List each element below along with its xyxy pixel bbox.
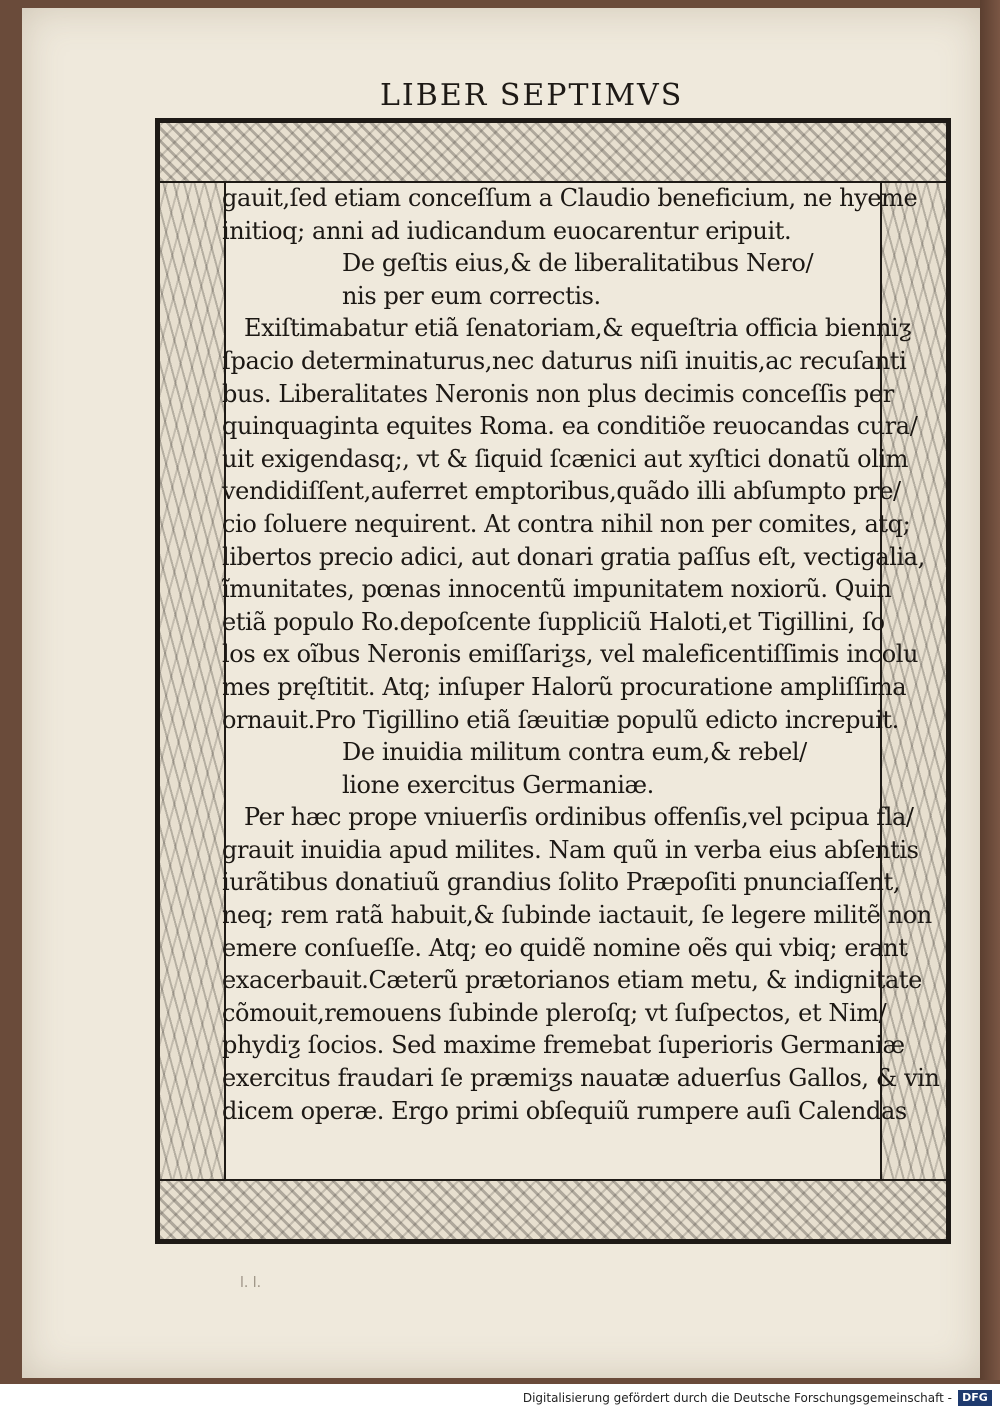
text-line: quinquaginta equites Roma. ea conditiõe reuocandas cura/ xyxy=(222,412,918,441)
footer-bar xyxy=(0,1384,1000,1412)
text-line: los ex oĩbus Neronis emiſſariƺs, vel maleficentiſſimis incolu xyxy=(222,640,919,669)
dfg-logo: DFG xyxy=(958,1390,992,1406)
book-binding-edge xyxy=(980,0,1000,1380)
text-line: grauit inuidia apud milites. Nam quũ in verba eius abſentis xyxy=(222,835,919,864)
text-line: exercitus fraudari ſe præmiƺs nauatæ aduerſus Gallos, & vin xyxy=(222,1064,940,1093)
text-line: exacerbauit.Cæterũ prætorianos etiam metu, & indignitate xyxy=(222,966,922,995)
body-text xyxy=(222,182,940,1127)
text-line: De geſtis eius,& de liberalitatibus Nero/ xyxy=(342,249,814,278)
text-line: libertos precio adici, aut donari gratia paſſus eſt, vectigalia, xyxy=(222,542,925,571)
text-line: initioq; anni ad iudicandum euocarentur eripuit. xyxy=(222,216,792,245)
text-line: bus. Liberalitates Neronis non plus decimis conceſſis per xyxy=(222,379,894,408)
margin-marks: l. l. xyxy=(240,1275,262,1291)
running-title: LIBER SEPTIMVS xyxy=(380,78,684,113)
text-line: phydiƺ ſocios. Sed maxime fremebat ſuperioris Germaniæ xyxy=(222,1031,905,1060)
footer-credit: Digitalisierung gefördert durch die Deutsche Forschungsgemeinschaft - xyxy=(522,1391,952,1405)
text-line: Exiſtimabatur etiã ſenatoriam,& equeſtria officia bienniƺ xyxy=(244,314,912,343)
text-line: Per hæc prope vniuerſis ordinibus offenſis,vel pcipua fla/ xyxy=(244,803,914,832)
text-line: ornauit.Pro Tigillino etiã ſæuitiæ populũ edicto increpuit. xyxy=(222,705,899,734)
text-line: uit exigendasq;, vt & ſiquid ſcænici aut xyſtici donatũ olim xyxy=(222,444,909,473)
text-line: lione exercitus Germaniæ. xyxy=(342,770,654,799)
ornamental-left-column xyxy=(158,183,226,1179)
text-line: iurãtibus donatiuũ grandius ſolito Præpoſiti pnunciaſſent, xyxy=(222,868,901,897)
text-line: gauit,ſed etiam conceſſum a Claudio beneficium, ne hyeme xyxy=(222,184,918,212)
ornamental-bottom-band xyxy=(158,1179,948,1241)
text-line: nis per eum correctis. xyxy=(342,281,601,310)
text-line: dicem operæ. Ergo primi obſequiũ rumpere auſi Calendas xyxy=(222,1096,907,1125)
text-line: neq; rem ratã habuit,& ſubinde iactauit, ſe legere militẽ non xyxy=(222,901,932,930)
text-line: ĩmunitates, pœnas innocentũ impunitatem noxiorũ. Quin xyxy=(222,575,892,604)
text-line: De inuidia militum contra eum,& rebel/ xyxy=(342,738,807,767)
text-line: vendidiſſent,auferret emptoribus,quãdo illi abſumpto pre/ xyxy=(222,477,901,506)
text-line: etiã populo Ro.depoſcente ſuppliciũ Haloti,et Tigillini, ſo xyxy=(222,607,885,636)
text-line: cõmouit,remouens ſubinde pleroſq; vt ſuſpectos, et Nim/ xyxy=(222,998,887,1027)
text-line: ſpacio determinaturus,nec daturus niſi inuitis,ac recuſanti xyxy=(222,346,907,375)
text-line: cio ſoluere nequirent. At contra nihil non per comites, atq; xyxy=(222,509,911,538)
text-line: mes pręſtitit. Atq; inſuper Halorũ procuratione ampliſſima xyxy=(222,672,907,701)
text-line: emere conſueſſe. Atq; eo quidẽ nomine oẽs qui vbiq; erant xyxy=(222,933,908,962)
ornamental-top-band xyxy=(158,121,948,183)
